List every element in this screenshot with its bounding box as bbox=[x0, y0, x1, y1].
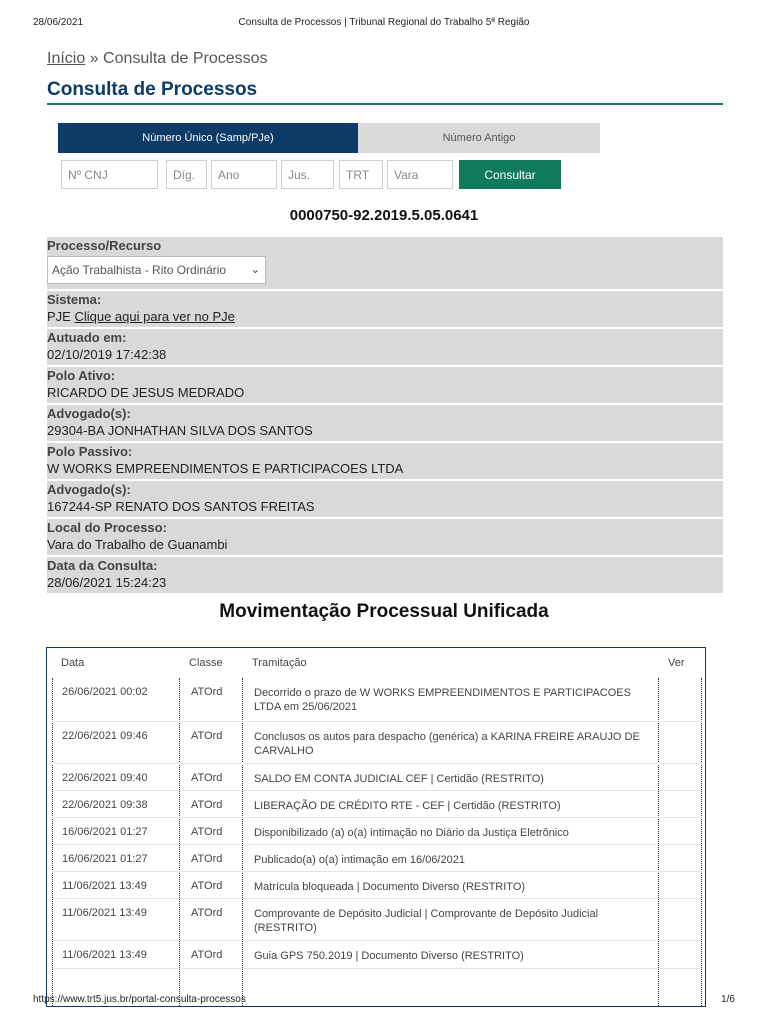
info-row-processo bbox=[47, 237, 723, 289]
row-tramitacao: Decorrido o prazo de W WORKS EMPREENDIMENTOS E PARTICIPACOES LTDA em 25/06/2021 bbox=[254, 687, 631, 713]
jus-input[interactable] bbox=[281, 160, 334, 189]
info-row-autuado bbox=[47, 329, 723, 365]
row-classe: ATOrd bbox=[191, 730, 223, 742]
trt-input[interactable] bbox=[339, 160, 383, 189]
autuado-label: Autuado em: bbox=[47, 330, 127, 345]
data-consulta-value: 28/06/2021 15:24:23 bbox=[47, 575, 167, 590]
autuado-value: 02/10/2019 17:42:38 bbox=[47, 347, 167, 362]
ano-input[interactable] bbox=[211, 160, 277, 189]
print-url: https://www.trt5.jus.br/portal-consulta-processos bbox=[33, 994, 246, 1005]
table-row bbox=[52, 818, 702, 845]
page-title: Consulta de Processos bbox=[47, 79, 258, 100]
movimentacao-rows bbox=[52, 678, 702, 969]
header-classe: Classe bbox=[189, 657, 223, 669]
table-row bbox=[52, 764, 702, 791]
breadcrumb-home-link[interactable]: Início bbox=[47, 50, 86, 67]
print-page-number: 1/6 bbox=[721, 994, 735, 1005]
processo-select-value: Ação Trabalhista - Rito Ordinário bbox=[52, 263, 227, 277]
polo-ativo-value: RICARDO DE JESUS MEDRADO bbox=[47, 385, 245, 400]
row-classe: ATOrd bbox=[191, 853, 223, 865]
process-number: 0000750-92.2019.5.05.0641 bbox=[289, 207, 479, 224]
title-divider bbox=[47, 103, 723, 105]
row-classe: ATOrd bbox=[191, 880, 223, 892]
header-tramitacao: Tramitação bbox=[252, 657, 307, 669]
sistema-label: Sistema: bbox=[47, 292, 102, 307]
row-tramitacao: Disponibilizado (a) o(a) intimação no Diário da Justiça Eletrônico bbox=[254, 827, 569, 839]
advogado-passivo-label: Advogado(s): bbox=[47, 482, 131, 497]
local-value: Vara do Trabalho de Guanambi bbox=[47, 537, 228, 552]
movimentacao-title: Movimentação Processual Unificada bbox=[219, 601, 549, 622]
info-row-data-consulta bbox=[47, 557, 723, 593]
processo-select[interactable] bbox=[47, 256, 266, 284]
vara-input[interactable] bbox=[387, 160, 453, 189]
table-row bbox=[52, 899, 702, 941]
info-row-sistema bbox=[47, 291, 723, 327]
row-tramitacao: Comprovante de Depósito Judicial | Comprovante de Depósito Judicial (RESTRITO) bbox=[254, 908, 599, 934]
row-date: 26/06/2021 00:02 bbox=[62, 686, 148, 698]
table-row bbox=[52, 845, 702, 872]
breadcrumb-current: Consulta de Processos bbox=[103, 50, 268, 67]
row-tramitacao: LIBERAÇÃO DE CRÉDITO RTE - CEF | Certidão (RESTRITO) bbox=[254, 800, 561, 812]
row-date: 16/06/2021 01:27 bbox=[62, 826, 148, 838]
row-tramitacao: Publicado(a) o(a) intimação em 16/06/2021 bbox=[254, 854, 465, 866]
header-data: Data bbox=[61, 657, 85, 669]
tab-numero-antigo[interactable]: Número Antigo bbox=[358, 123, 600, 153]
advogado-passivo-value: 167244-SP RENATO DOS SANTOS FREITAS bbox=[47, 499, 315, 514]
row-date: 11/06/2021 13:49 bbox=[62, 880, 147, 892]
info-row-polo-ativo bbox=[47, 367, 723, 403]
row-tramitacao: SALDO EM CONTA JUDICIAL CEF | Certidão (RESTRITO) bbox=[254, 773, 544, 785]
table-row bbox=[52, 722, 702, 764]
advogado-ativo-value: 29304-BA JONHATHAN SILVA DOS SANTOS bbox=[47, 423, 313, 438]
table-row bbox=[52, 941, 702, 969]
row-tramitacao: Guia GPS 750.2019 | Documento Diverso (RESTRITO) bbox=[254, 950, 524, 962]
row-classe: ATOrd bbox=[191, 772, 223, 784]
row-tramitacao: Conclusos os autos para despacho (genérica) a KARINA FREIRE ARAUJO DE CARVALHO bbox=[254, 731, 640, 757]
info-row-polo-passivo bbox=[47, 443, 723, 479]
chevron-down-icon: ⌄ bbox=[250, 264, 260, 276]
pje-link[interactable]: Clique aqui para ver no PJe bbox=[74, 309, 235, 324]
tab-numero-unico[interactable]: Número Único (Samp/PJe) bbox=[58, 123, 358, 153]
row-classe: ATOrd bbox=[191, 686, 223, 698]
row-classe: ATOrd bbox=[191, 949, 223, 961]
table-row bbox=[52, 872, 702, 899]
sistema-prefix: PJE bbox=[47, 309, 71, 324]
polo-passivo-label: Polo Passivo: bbox=[47, 444, 133, 459]
movimentacao-table bbox=[46, 647, 706, 1007]
breadcrumb-separator: » bbox=[85, 50, 104, 67]
info-row-advogado-ativo bbox=[47, 405, 723, 441]
row-date: 22/06/2021 09:38 bbox=[62, 799, 148, 811]
print-header bbox=[0, 17, 768, 31]
polo-passivo-value: W WORKS EMPREENDIMENTOS E PARTICIPACOES LTDA bbox=[47, 461, 404, 476]
dig-input[interactable] bbox=[166, 160, 207, 189]
row-date: 22/06/2021 09:46 bbox=[62, 730, 148, 742]
consultar-button[interactable]: Consultar bbox=[459, 160, 561, 189]
table-row bbox=[52, 678, 702, 722]
print-date: 28/06/2021 bbox=[33, 17, 84, 28]
print-footer bbox=[0, 994, 768, 1008]
info-row-local bbox=[47, 519, 723, 555]
polo-ativo-label: Polo Ativo: bbox=[47, 368, 116, 383]
local-label: Local do Processo: bbox=[47, 520, 167, 535]
advogado-ativo-label: Advogado(s): bbox=[47, 406, 131, 421]
row-classe: ATOrd bbox=[191, 799, 223, 811]
row-date: 11/06/2021 13:49 bbox=[62, 907, 147, 919]
header-ver: Ver bbox=[668, 657, 685, 669]
row-date: 16/06/2021 01:27 bbox=[62, 853, 148, 865]
row-date: 11/06/2021 13:49 bbox=[62, 949, 147, 961]
sistema-value bbox=[47, 308, 723, 325]
process-info-panel bbox=[47, 237, 723, 595]
print-title: Consulta de Processos | Tribunal Regional do Trabalho 5ª Região bbox=[238, 17, 530, 28]
table-row bbox=[52, 791, 702, 818]
breadcrumb bbox=[47, 50, 268, 68]
processo-label: Processo/Recurso bbox=[47, 238, 162, 253]
cnj-input[interactable] bbox=[61, 160, 158, 189]
row-classe: ATOrd bbox=[191, 907, 223, 919]
row-classe: ATOrd bbox=[191, 826, 223, 838]
row-date: 22/06/2021 09:40 bbox=[62, 772, 148, 784]
data-consulta-label: Data da Consulta: bbox=[47, 558, 158, 573]
info-row-advogado-passivo bbox=[47, 481, 723, 517]
row-tramitacao: Matrícula bloqueada | Documento Diverso (RESTRITO) bbox=[254, 881, 526, 893]
